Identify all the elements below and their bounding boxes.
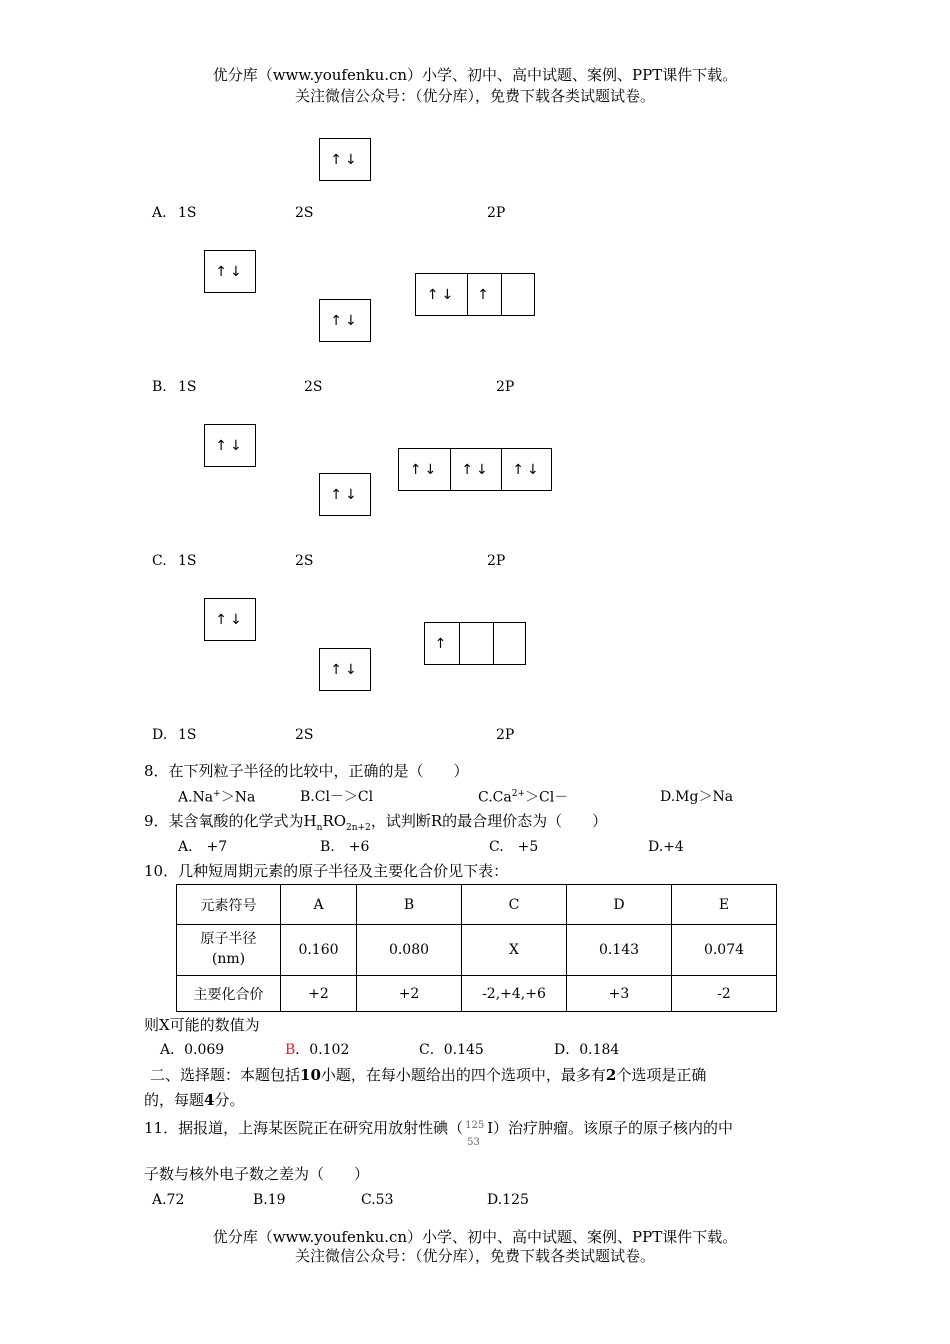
q9-option-d: D.+4 <box>648 839 684 855</box>
table-cell: +2 <box>357 976 462 1012</box>
orbital-box-b-2s <box>319 299 371 342</box>
q8-option-a: A.Na+＞Na <box>178 789 256 806</box>
q10-answer-letter: B <box>285 1042 296 1058</box>
option-a-letter: A. <box>152 205 167 221</box>
header-line-2: 关注微信公众号：（优分库），免费下载各类试题试卷。 <box>294 87 655 105</box>
table-cell: +2 <box>281 976 357 1012</box>
table-cell: 0.143 <box>567 925 672 976</box>
q9-option-a: A. +7 <box>178 839 228 855</box>
orbital-box-a-2s <box>319 138 371 181</box>
orbital-box-b-1s <box>204 250 256 293</box>
orbital-box-d-2p <box>424 622 526 665</box>
orbital-box-c-1s <box>204 424 256 467</box>
table-cell: 0.080 <box>357 925 462 976</box>
table-header-cell: 元素符号 <box>177 885 281 925</box>
section2-line-1: 二、选择题：本题包括10小题，在每小题给出的四个选项中，最多有2个选项是正确 <box>150 1066 707 1084</box>
table-cell: +3 <box>567 976 672 1012</box>
table-cell: 0.074 <box>672 925 777 976</box>
orbital-cell <box>501 274 535 315</box>
q8-option-c: $C.Ca^{2+}>Cl-$ <box>478 789 569 806</box>
q11-option-b: B.19 <box>253 1192 286 1208</box>
orbital-box-c-2p <box>398 448 552 491</box>
table-row <box>177 925 777 976</box>
orbital-box-d-2s <box>319 648 371 691</box>
table-row <box>177 885 777 925</box>
option-b-1s-label: 1S <box>178 379 197 395</box>
option-d-2p-label: 2P <box>496 727 515 743</box>
option-c-2s-label: 2S <box>295 553 314 569</box>
option-c-letter: C. <box>152 553 167 569</box>
orbital-box-b-2p <box>415 273 535 316</box>
orbital-cell: ↑↓ <box>215 611 245 628</box>
option-a-2p-label: 2P <box>487 205 506 221</box>
orbital-box-d-1s <box>204 598 256 641</box>
table-header-cell: E <box>672 885 777 925</box>
option-d-letter: D. <box>152 727 168 743</box>
q10-option-a: A．0.069 <box>160 1042 225 1058</box>
table-row-label: 主要化合价 <box>177 976 281 1012</box>
orbital-cell: ↑↓ <box>450 449 501 490</box>
option-c-2p-label: 2P <box>487 553 506 569</box>
q9-option-c: C. +5 <box>489 839 539 855</box>
q8-stem: 8．在下列粒子半径的比较中，正确的是（ ） <box>144 762 469 780</box>
orbital-cell: ↑↓ <box>215 263 245 280</box>
q11-stem-line-2: 子数与核外电子数之差为（ ） <box>144 1165 370 1183</box>
orbital-cell: ↑↓ <box>330 312 360 329</box>
option-a-1s-label: 1S <box>178 205 197 221</box>
q11-option-a: A.72 <box>152 1192 185 1208</box>
footer-line-2: 关注微信公众号：（优分库），免费下载各类试题试卷。 <box>294 1247 655 1265</box>
q9-option-b: B. +6 <box>320 839 370 855</box>
table-row-label: 原子半径 (nm) <box>177 925 281 976</box>
orbital-cell: ↑↓ <box>330 151 360 168</box>
q10-option-c: C．0.145 <box>419 1042 484 1058</box>
q11-option-d: D.125 <box>487 1192 529 1208</box>
header-line-1: 优分库（www.youfenku.cn）小学、初中、高中试题、案例、PPT课件下载。 <box>212 66 738 84</box>
option-b-2s-label: 2S <box>304 379 323 395</box>
table-header-cell: C <box>462 885 567 925</box>
orbital-cell: ↑ <box>467 274 501 315</box>
footer-line-1: 优分库（www.youfenku.cn）小学、初中、高中试题、案例、PPT课件下载。 <box>212 1228 738 1246</box>
section2-line-2: 的，每题4分。 <box>144 1091 245 1109</box>
q10-ask: 则X可能的数值为 <box>144 1016 260 1034</box>
atomic-number: 53 <box>467 1137 480 1148</box>
q10-option-d: D．0.184 <box>554 1042 620 1058</box>
orbital-cell: ↑↓ <box>426 286 457 303</box>
orbital-box-c-2s <box>319 473 371 516</box>
table-cell: 0.160 <box>281 925 357 976</box>
orbital-cell: ↑↓ <box>215 437 245 454</box>
orbital-cell: ↑↓ <box>409 461 440 478</box>
option-a-2s-label: 2S <box>295 205 314 221</box>
orbital-cell: ↑↓ <box>330 661 360 678</box>
q10-stem: 10．几种短周期元素的原子半径及主要化合价见下表： <box>144 862 509 880</box>
option-d-1s-label: 1S <box>178 727 197 743</box>
option-b-letter: B. <box>152 379 167 395</box>
q11-option-c: C.53 <box>361 1192 394 1208</box>
iodine-nuclide <box>463 1118 487 1148</box>
q8-option-d: D.Mg＞Na <box>660 789 734 805</box>
table-cell: X <box>462 925 567 976</box>
element-data-table <box>176 884 777 1012</box>
option-d-2s-label: 2S <box>295 727 314 743</box>
orbital-cell: ↑ <box>434 635 450 652</box>
table-cell: -2 <box>672 976 777 1012</box>
mass-number: 125 <box>465 1120 485 1131</box>
orbital-cell: ↑↓ <box>501 449 552 490</box>
orbital-cell: ↑↓ <box>330 486 360 503</box>
option-c-1s-label: 1S <box>178 553 197 569</box>
table-cell: -2,+4,+6 <box>462 976 567 1012</box>
table-header-cell: B <box>357 885 462 925</box>
orbital-cell <box>493 623 526 664</box>
orbital-cell <box>459 623 493 664</box>
q10-option-b: B．0.102 <box>285 1042 350 1058</box>
q9-stem: 9．某含氧酸的化学式为$H_nRO_{2n+2}$，试判断R的最合理价态为（ ） <box>144 812 608 833</box>
q8-option-b: B.Cl－＞Cl <box>300 789 374 805</box>
q11-stem: 11．据报道，上海某医院正在研究用放射性碘（ 125 53 I）治疗肿瘤。该原子的原子核内的中 <box>144 1119 734 1148</box>
option-b-2p-label: 2P <box>496 379 515 395</box>
table-header-cell: A <box>281 885 357 925</box>
element-symbol: I <box>487 1119 494 1137</box>
table-row <box>177 976 777 1012</box>
table-header-cell: D <box>567 885 672 925</box>
